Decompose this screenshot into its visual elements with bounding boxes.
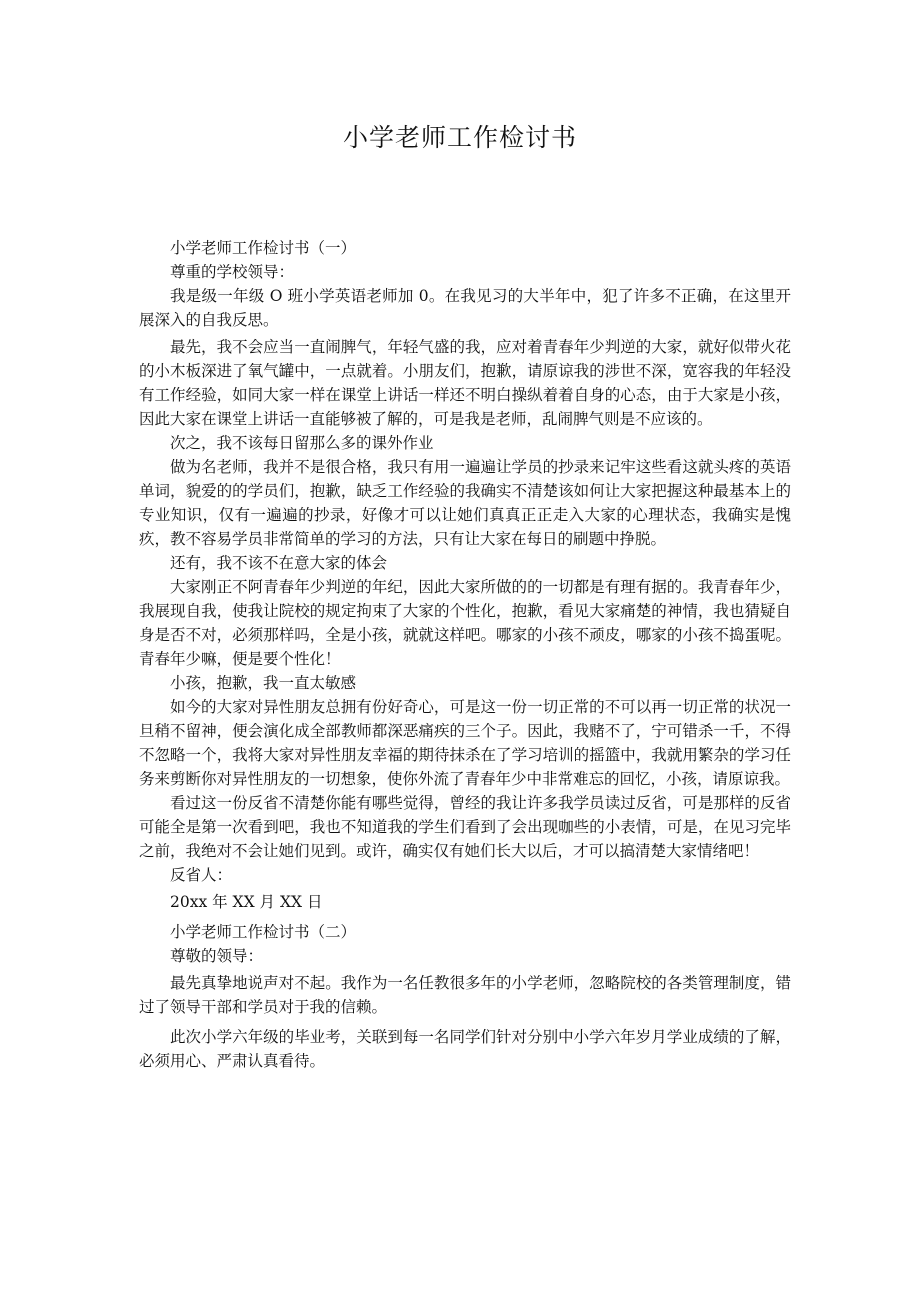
paragraph: 小孩，抱歉，我一直太敏感 [170,674,357,692]
paragraph: 我是级一年级 O 班小学英语老师加 0。在我见习的大半年中，犯了许多不正确，在这里开展深入的自我反思。 [139,287,791,329]
paragraph: 最先真挚地说声对不起。我作为一名任教很多年的小学老师，忽略院校的各类管理制度，错过了领导干部和学员对于我的信赖。 [139,974,791,1016]
paragraph: 最先，我不会应当一直闹脾气，年轻气盛的我，应对着青春年少判逆的大家，就好似带火花的小木板深进了氧气罐中，一点就着。小朋友们，抱歉，请原谅我的涉世不深，宽容我的年轻没有工作经验，如同大家一样在课堂上讲话一样还不明白操纵着着自身的心态，由于大家是小孩，因此大家在课堂上讲话一直能够被了解的，可是我是老师，乱闹脾气则是不应该的。 [139,338,791,428]
paragraph: 大家刚正不阿青春年少判逆的年纪，因此大家所做的的一切都是有理有据的。我青春年少，我展现自我，使我让院校的规定拘束了大家的个性化，抱歉，看见大家痛楚的神情，我也猜疑自身是否不对，必须那样吗，全是小孩，就就这样吧。哪家的小孩不顽皮，哪家的小孩不捣蛋呢。青春年少嘛，便是要个性化！ [139,578,791,668]
salutation-1: 尊重的学校领导： [170,263,295,281]
signature-line: 反省人： [170,866,233,884]
paragraph: 还有，我不该不在意大家的体会 [170,554,388,572]
paragraph: 看过这一份反省不清楚你能有哪些觉得，曾经的我让许多我学员读过反省，可是那样的反省可能全是第一次看到吧，我也不知道我的学生们看到了会出现咖些的小表情，可是，在见习完毕之前，我绝对不会让她们见到。或许，确实仅有她们长大以后，才可以搞清楚大家情绪吧！ [139,794,791,860]
section-heading-1: 小学老师工作检讨书（一） [170,239,357,257]
paragraph: 如今的大家对异性朋友总拥有份好奇心，可是这一份一切正常的不可以再一切正常的状况一旦稍不留神，便会演化成全部教师都深恶痛疾的三个子。因此，我赌不了，宁可错杀一千，不得不忽略一个，我将大家对异性朋友幸福的期待抹杀在了学习培训的摇篮中，我就用繁杂的学习任务来剪断你对异性朋友的一切想象，使你外流了青春年少中非常难忘的回忆，小孩，请原谅我。 [139,698,791,788]
document-body [139,236,791,1073]
paragraph: 此次小学六年级的毕业考，关联到每一名同学们针对分别中小学六年岁月学业成绩的了解，必须用心、严肃认真看待。 [139,1028,791,1070]
document-title: 小学老师工作检讨书 [342,123,577,152]
salutation-2: 尊敬的领导： [170,947,264,965]
paragraph: 做为名老师，我并不是很合格，我只有用一遍遍让学员的抄录来记牢这些看这就头疼的英语单词，貌爱的的学员们，抱歉，缺乏工作经验的我确实不清楚该如何让大家把握这种最基本上的专业知识，仅有一遍遍的抄录，好像才可以让她们真真正正走入大家的心理状态，我确实是愧疚，教不容易学员非常简单的学习的方法，只有让大家在每日的刷题中挣脱。 [139,458,791,548]
paragraph: 次之，我不该每日留那么多的课外作业 [170,434,434,452]
section-heading-2: 小学老师工作检讨书（二） [170,923,357,941]
date-line: 20xx 年 XX 月 XX 日 [170,893,323,911]
